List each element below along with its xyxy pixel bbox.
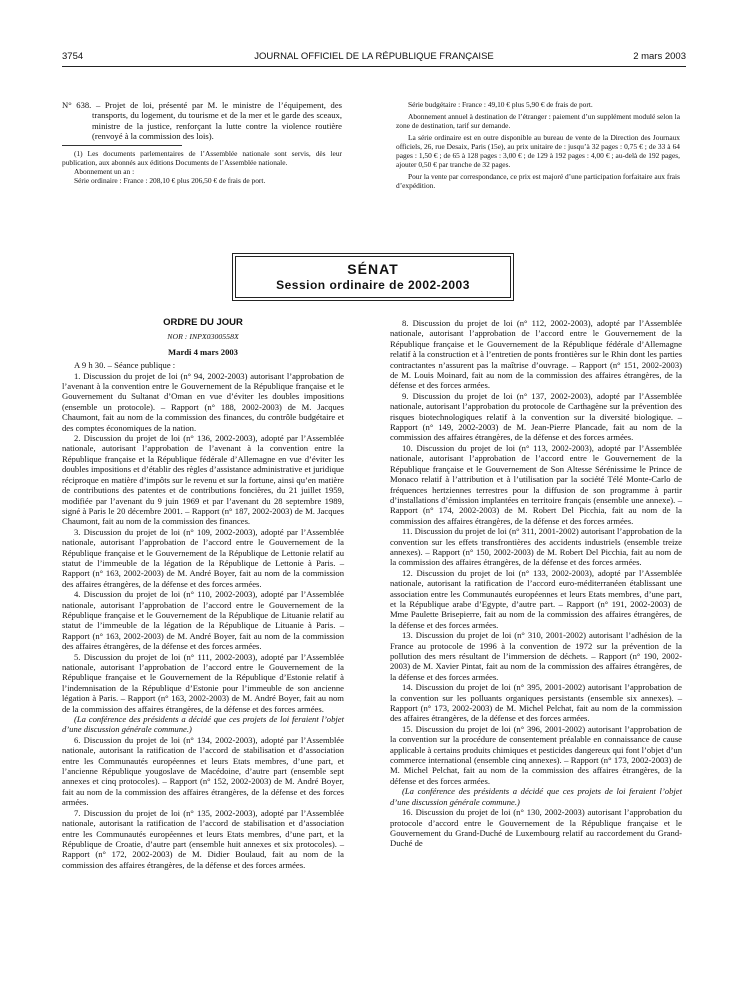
page-header (62, 51, 686, 65)
agenda-item-14: 14. Discussion du projet de loi (n° 395, 2001-2002) autorisant l’approbation de la convention sur les polluants organiques persistants (ensemble six annexes). – Rapport (n° 173, 2002-2003) de M. Michel Pelchat, fait au nom de la commission des affaires étrangères, de la défense et des forces armées. (390, 682, 682, 724)
vente-numero: La série ordinaire est en outre disponible au bureau de vente de la Direction des Journaux officiels, 26, rue Desaix, Paris (15e), au prix unitaire de : jusqu’à 32 pages : 0,75 € ; de 33 à 64 pages : 1,50 € ; de 65 à 128 pages : 3,00 € ; de 129 à 192 pages : 4,00 € ; au-delà de 192 pages, ajouter 0,50 € par tranche de 32 pages. (396, 133, 680, 169)
agenda-item-11: 11. Discussion du projet de loi (n° 311, 2001-2002) autorisant l’approbation de la convention sur les effets transfrontières des accidents industriels (ensemble treize annexes). – Rapport (n° 150, 2002-2003) de M. Robert Del Picchia, fait au nom de la commission des affaires étrangères, de la défense et des forces armées. (390, 526, 682, 568)
session-title: Session ordinaire de 2002-2003 (276, 278, 470, 292)
top-right-column (396, 100, 680, 190)
abonnement-etranger: Abonnement annuel à destination de l’étranger : paiement d’un supplément modulé selon la zone de destination, tarif sur demande. (396, 112, 680, 130)
agenda-item-4: 4. Discussion du projet de loi (n° 110, 2002-2003), adopté par l’Assemblée nationale, autorisant l’approbation de l’accord entre le Gouvernement de la République française et le Gouvernement de la République de Lituanie relatif au statut de l’immeuble de la légation de la République de Lituanie à Paris. – Rapport (n° 163, 2002-2003) de M. André Boyer, fait au nom de la commission des affaires étrangères, de la défense et des forces armées. (62, 589, 344, 652)
issue-date: 2 mars 2003 (633, 51, 686, 62)
agenda-item-6: 6. Discussion du projet de loi (n° 134, 2002-2003), adopté par l’Assemblée nationale, autorisant la ratification de l’accord de stabilisation et d’association entre les Communautés européennes et leurs Etats membres, d’une part, et l’ancienne République yougoslave de Macédoine, d’autre part (ensemble sept annexes et cinq protocoles). – Rapport (n° 152, 2002-2003) de M. André Boyer, fait au nom de la commission des affaires étrangères, de la défense et des forces armées. (62, 734, 344, 808)
projet-638: N° 638. – Projet de loi, présenté par M. le ministre de l’équipement, des transports, du logement, du tourisme et de la mer et le garde des sceaux, ministre de la justice, renforçant la lutte contre la violence routière (renvoyé à la commission des lois). (62, 100, 342, 142)
agenda-item-7: 7. Discussion du projet de loi (n° 135, 2002-2003), adopté par l’Assemblée nationale, autorisant la ratification de l’accord de stabilisation et d’association entre les Communautés européennes et leurs Etats membres, d’une part, et la République de Croatie, d’autre part (ensemble huit annexes et six protocoles). – Rapport (n° 172, 2002-2003) de M. Didier Boulaud, fait au nom de la commission des affaires étrangères, de la défense et des forces armées. (62, 807, 344, 870)
agenda-item-9: 9. Discussion du projet de loi (n° 137, 2002-2003), adopté par l’Assemblée nationale, autorisant l’approbation du protocole de Carthagène sur la prévention des risques biotechnologiques relatif à la convention sur la diversité biologique. – Rapport (n° 149, 2002-2003) de M. Jean-Pierre Plancade, fait au nom de la commission des affaires étrangères, de la défense et des forces armées. (390, 390, 682, 443)
serie-budgetaire: Série budgétaire : France : 49,10 € plus 5,90 € de frais de port. (408, 100, 593, 109)
agenda-item-15: 15. Discussion du projet de loi (n° 396, 2001-2002) autorisant l’approbation de la convention sur la procédure de consentement préalable en connaissance de cause applicable à certains produits chimiques et pesticides dangereux qui font l’objet d’un commerce international (ensemble cinq annexes). – Rapport (n° 173, 2002-2003) de M. Michel Pelchat, fait au nom de la commission des affaires étrangères, de la défense et des forces armées. (390, 723, 682, 786)
top-left-column (62, 100, 342, 185)
agenda-item-8: 8. Discussion du projet de loi (n° 112, 2002-2003), adopté par l’Assemblée nationale, autorisant l’approbation de l’accord entre le Gouvernement de la République française et le Gouvernement de la République fédérale d’Allemagne relatif à la construction et à l’entretien de ponts frontières sur le Rhin dont les parties contractantes n’assurent pas la maîtrise d’ouvrage. – Rapport (n° 151, 2002-2003) de M. Louis Moinard, fait au nom de la commission des affaires étrangères, de la défense et des forces armées. (390, 318, 682, 391)
right-main-column (390, 318, 682, 849)
agenda-item-1: 1. Discussion du projet de loi (n° 94, 2002-2003) autorisant l’approbation de l’avenant à la convention entre le Gouvernement de la République française et le Gouvernement du Sultanat d’Oman en vue d’éviter les doubles impositions (ensemble un protocole). – Rapport (n° 188, 2002-2003) de M. Jacques Chaumont, fait au nom de la commission des finances, du contrôle budgétaire et des comptes économiques de la nation. (62, 370, 344, 433)
nor-reference: NOR : INPX0300558X (167, 332, 239, 342)
journal-title: JOURNAL OFFICIEL DE LA RÉPUBLIQUE FRANÇAISE (254, 51, 494, 62)
footnote: (1) Les documents parlementaires de l’Assemblée nationale sont servis, dès leur publication, aux abonnés aux éditions Documents de l’Assemblée nationale. (62, 148, 342, 167)
header-rule (62, 66, 686, 67)
agenda-item-2: 2. Discussion du projet de loi (n° 136, 2002-2003), adopté par l’Assemblée nationale, autorisant l’approbation de l’avenant à la convention entre la République française et la République fédérale d’Allemagne en vue d’éviter les doubles impositions et d’établir des règles d’assistance administrative et juridique réciproque en matière d’impôts sur le revenu et sur la fortune, ainsi qu’en matière de contributions des patentes et de contributions foncières, du 21 juillet 1959, modifiée par l’avenant du 9 juin 1969 et par l’avenant du 28 septembre 1989, signé à Paris le 20 décembre 2001. – Rapport (n° 187, 2002-2003) de M. Jacques Chaumont, fait au nom de la commission des finances. (62, 433, 344, 527)
seance-time: A 9 h 30. – Séance publique : (74, 360, 176, 371)
agenda-item-16: 16. Discussion du projet de loi (n° 130, 2002-2003) autorisant l’approbation du protocole d’accord entre le Gouvernement de la République française et le Gouvernement du Grand-Duché de Luxembourg relatif au raccordement du Grand-Duché de (390, 807, 682, 849)
ordre-du-jour-heading: ORDRE DU JOUR (163, 317, 243, 328)
agenda-item-5: 5. Discussion du projet de loi (n° 111, 2002-2003), adopté par l’Assemblée nationale, autorisant l’approbation de l’accord entre le Gouvernement de la République française et le Gouvernement de la République d’Estonie relatif à l’indemnisation de la République d’Estonie pour l’immeuble de son ancienne légation à Paris. – Rapport (n° 163, 2002-2003) de M. André Boyer, fait au nom de la commission des affaires étrangères, de la défense et des forces armées. (62, 651, 344, 714)
agenda-item-10: 10. Discussion du projet de loi (n° 113, 2002-2003), adopté par l’Assemblée nationale, autorisant l’approbation de l’accord entre le Gouvernement de la République française et le Gouvernement de Son Altesse Sérénissime le Prince de Monaco relatif à l’attribution et à l’utilisation par la société Télé Monte-Carlo de fréquences hertziennes terrestres pour la diffusion de son programme à partir d’installations d’émission implantées en territoire français (ensemble une annexe). – Rapport (n° 174, 2002-2003) de M. Robert Del Picchia, fait au nom de la commission des affaires étrangères, de la défense et des forces armées. (390, 442, 682, 526)
agenda-item-13: 13. Discussion du projet de loi (n° 310, 2001-2002) autorisant l’adhésion de la France au protocole de 1996 à la convention de 1972 sur la prévention de la pollution des mers résultant de l’immersion de déchets. – Rapport (n° 190, 2002-2003) de M. Xavier Pintat, fait au nom de la commission des affaires étrangères, de la défense et des forces armées. (390, 630, 682, 682)
agenda-item-12: 12. Discussion du projet de loi (n° 133, 2002-2003), adopté par l’Assemblée nationale, autorisant la ratification de l’accord euro-méditerranéen établissant une association entre les Communautés européennes et leurs Etats membres, d’une part, et la République arabe d’Egypte, d’autre part. – Rapport (n° 191, 2002-2003) de Mme Paulette Brisepierre, fait au nom de la commission des affaires étrangères, de la défense et des forces armées. (390, 567, 682, 630)
senat-title-box (232, 253, 514, 301)
senat-title: SÉNAT (347, 261, 399, 277)
senat-title-inner (235, 256, 511, 298)
left-main-column (62, 318, 344, 870)
conference-note-1: (La conférence des présidents a décidé que ces projets de loi feraient l’objet d’une discussion générale commune.) (62, 714, 344, 735)
vente-correspondance: Pour la vente par correspondance, ce prix est majoré d’une participation forfaitaire aux frais d’expédition. (396, 172, 680, 190)
conference-note-2: (La conférence des présidents a décidé que ces projets de loi feraient l’objet d’une discussion générale commune.) (390, 786, 682, 807)
seance-date: Mardi 4 mars 2003 (168, 346, 238, 357)
agenda-item-3: 3. Discussion du projet de loi (n° 109, 2002-2003), adopté par l’Assemblée nationale, autorisant l’approbation de l’accord entre le Gouvernement de la République française et le Gouvernement de la République de Lettonie relatif au statut de l’immeuble de la légation de la République de Lettonie à Paris. – Rapport (n° 163, 2002-2003) de M. André Boyer, fait au nom de la commission des affaires étrangères, de la défense et des forces armées. (62, 526, 344, 589)
serie-ordinaire: Série ordinaire : France : 208,10 € plus 206,50 € de frais de port. (74, 175, 266, 185)
subscription-label: Abonnement un an : (74, 166, 135, 176)
footnote-separator (62, 145, 182, 146)
page-number: 3754 (62, 51, 84, 62)
